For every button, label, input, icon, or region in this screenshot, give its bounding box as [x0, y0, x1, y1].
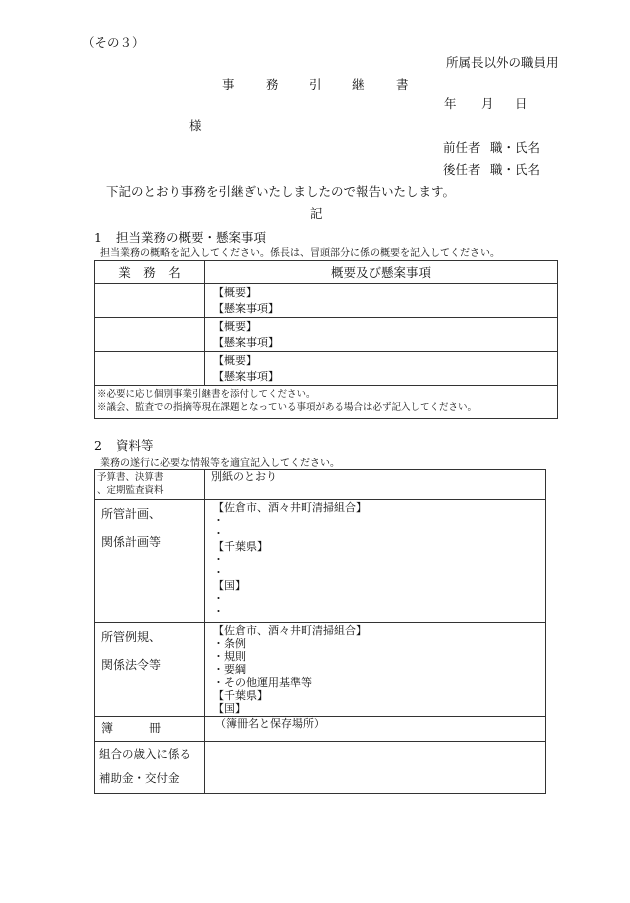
title-char: 引 — [309, 77, 322, 92]
plan-label-line: 所管計画、 — [101, 507, 162, 521]
plan-lines-cell[interactable] — [205, 500, 546, 623]
duty-name-cell[interactable] — [95, 284, 205, 318]
target-note: 所属長以外の職員用 — [446, 55, 559, 70]
materials-table — [94, 469, 546, 794]
rules-line: 【千葉県】 — [213, 689, 268, 702]
budget-label-line: 予算書、決算書 — [97, 472, 164, 483]
predecessor-field: 職・氏名 — [490, 140, 541, 155]
plan-label-cell — [95, 500, 205, 623]
rules-line: ・規則 — [213, 650, 246, 663]
part-label: （その３） — [82, 35, 145, 50]
plan-line: ・ — [213, 592, 224, 605]
title-char: 書 — [396, 77, 409, 92]
column-header-duty: 業 務 名 — [95, 261, 205, 284]
table-row — [95, 500, 546, 623]
plan-line: ・ — [213, 553, 224, 566]
subsidy-label-line: 組合の歳入に係る — [99, 747, 191, 761]
ki-label: 記 — [310, 206, 323, 221]
rules-line: ・その他運用基準等 — [213, 676, 312, 689]
issues-label: 【懸案事項】 — [213, 370, 279, 383]
note-attach: ※必要に応じ個別事業引継書を添付してください。 — [97, 389, 316, 400]
rules-line: 【佐倉市、酒々井町清掃組合】 — [213, 624, 367, 637]
plan-line: 【千葉県】 — [213, 540, 268, 553]
table-row — [95, 742, 546, 794]
issues-label: 【懸案事項】 — [213, 302, 279, 315]
rules-line: ・要綱 — [213, 663, 246, 676]
plan-line: 【佐倉市、酒々井町清掃組合】 — [213, 501, 367, 514]
ledger-value-cell[interactable] — [205, 717, 546, 742]
section1-instruction: 担当業務の概略を記入してください。係長は、冒頭部分に係の概要を記入してください。 — [100, 248, 500, 259]
table-row — [95, 470, 546, 500]
table-row — [95, 352, 558, 386]
plan-line: ・ — [213, 605, 224, 618]
overview-label: 【概要】 — [213, 320, 257, 333]
notes-cell — [95, 386, 558, 419]
title-char: 継 — [352, 77, 365, 92]
rules-line: ・条例 — [213, 637, 246, 650]
budget-label-line: 、定期監査資料 — [97, 485, 164, 496]
table-row — [95, 318, 558, 352]
predecessor-label: 前任者 — [443, 140, 481, 155]
duties-table — [94, 260, 558, 419]
budget-value: 別紙のとおり — [211, 470, 277, 483]
ledger-label-cell — [95, 717, 205, 742]
table-row — [95, 623, 546, 717]
duty-name-cell[interactable] — [95, 352, 205, 386]
plan-line: 【国】 — [213, 579, 246, 592]
overview-label: 【概要】 — [213, 286, 257, 299]
ledger-value: （簿冊名と保存場所） — [215, 717, 325, 730]
duty-name-cell[interactable] — [95, 318, 205, 352]
rules-label-cell — [95, 623, 205, 717]
plan-label-line: 関係計画等 — [101, 535, 162, 549]
budget-label-cell — [95, 470, 205, 500]
date-day: 日 — [515, 96, 528, 111]
section2-instruction: 業務の遂行に必要な情報等を適宜記入してください。 — [100, 458, 340, 469]
rules-line: 【国】 — [213, 702, 246, 715]
section1-heading: 担当業務の概要・懸案事項 — [116, 230, 267, 245]
date-month: 月 — [481, 96, 494, 111]
rules-label-line: 関係法令等 — [101, 658, 162, 672]
subsidy-label-cell — [95, 742, 205, 794]
section2-number: 2 — [94, 438, 102, 453]
overview-cell[interactable] — [205, 318, 558, 352]
successor-field: 職・氏名 — [490, 162, 541, 177]
honorific: 様 — [189, 118, 202, 133]
budget-value-cell[interactable] — [205, 470, 546, 500]
rules-label-line: 所管例規、 — [101, 630, 162, 644]
plan-line: ・ — [213, 566, 224, 579]
subsidy-label-line: 補助金・交付金 — [99, 771, 180, 785]
rules-lines-cell[interactable] — [205, 623, 546, 717]
overview-cell[interactable] — [205, 284, 558, 318]
intro-text: 下記のとおり事務を引継ぎいたしましたので報告いたします。 — [106, 184, 456, 199]
overview-label: 【概要】 — [213, 354, 257, 367]
section1-number: 1 — [94, 230, 102, 245]
subsidy-value-cell[interactable] — [205, 742, 546, 794]
title-char: 事 — [222, 77, 235, 92]
plan-line: ・ — [213, 514, 224, 527]
overview-cell[interactable] — [205, 352, 558, 386]
table-row — [95, 717, 546, 742]
issues-label: 【懸案事項】 — [213, 336, 279, 349]
note-audit: ※議会、監査での指摘等現在課題となっている事項がある場合は必ず記入してください。 — [97, 402, 478, 413]
successor-label: 後任者 — [443, 162, 481, 177]
column-header-overview: 概要及び懸案事項 — [205, 261, 558, 284]
date-year: 年 — [444, 96, 457, 111]
title-char: 務 — [266, 77, 279, 92]
table-row — [95, 284, 558, 318]
ledger-label: 簿 冊 — [101, 721, 162, 735]
section2-heading: 資料等 — [116, 438, 154, 453]
plan-line: ・ — [213, 527, 224, 540]
